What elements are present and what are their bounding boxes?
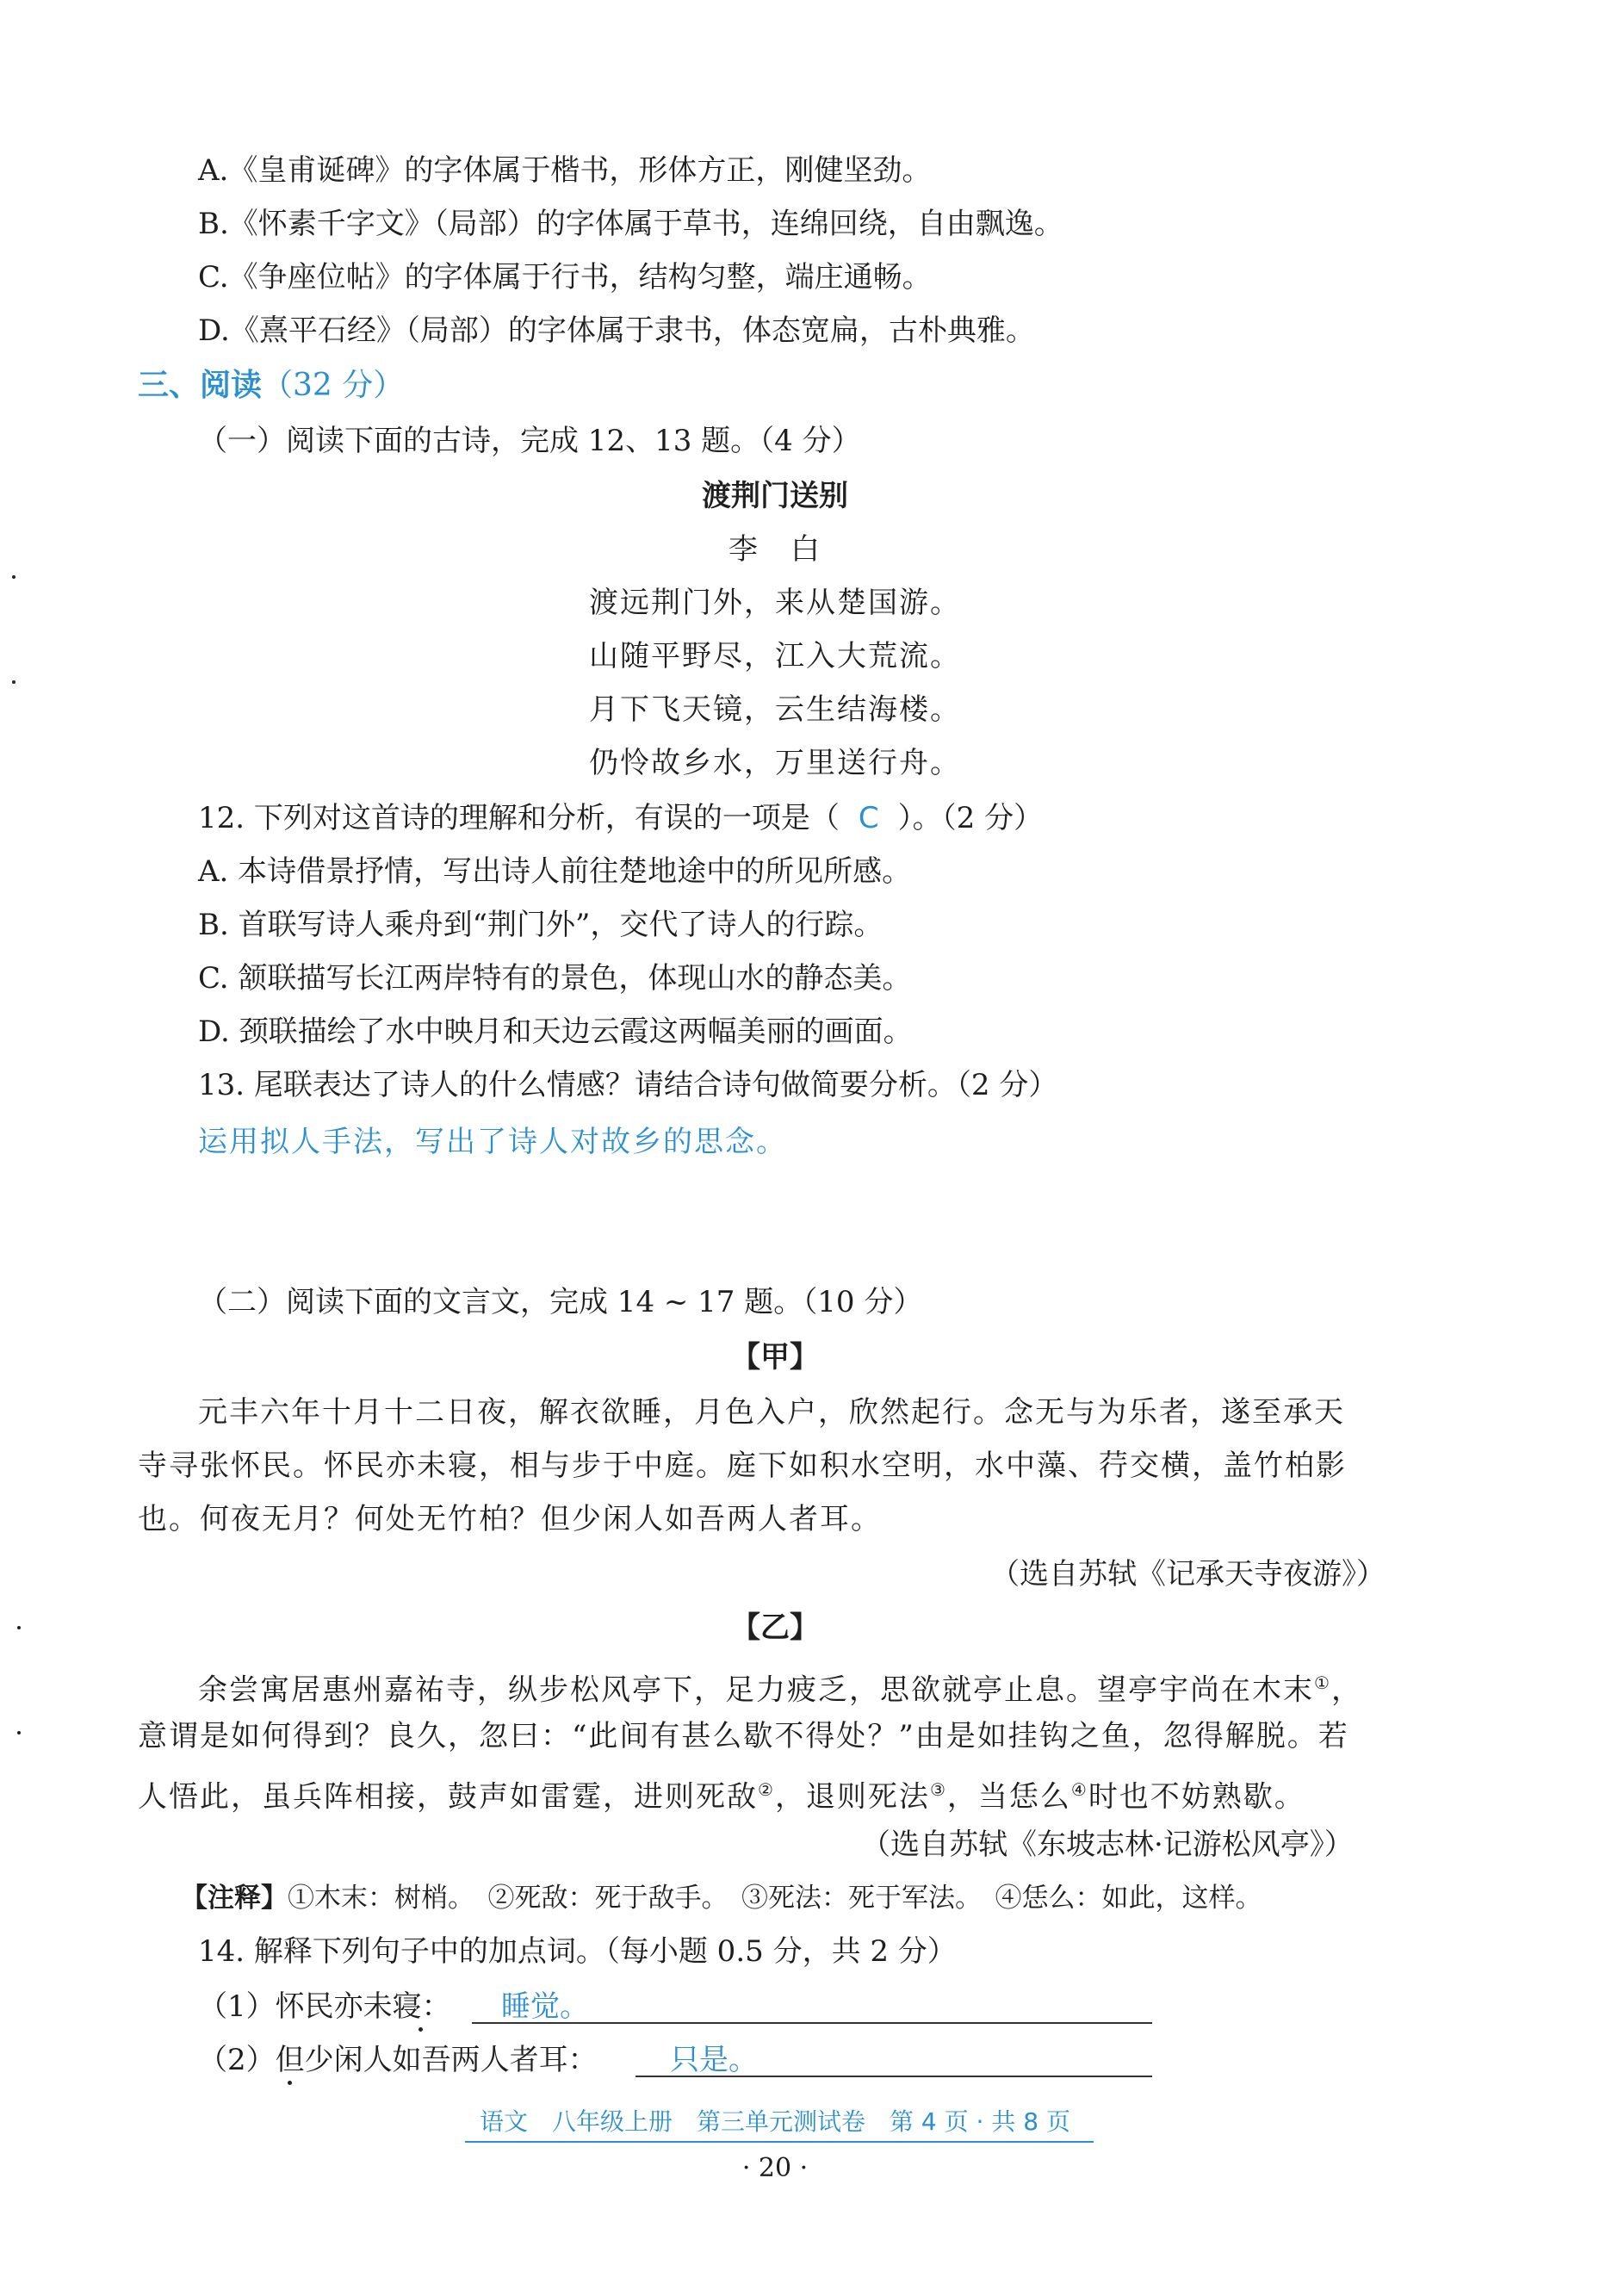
footer-reference: 语文 八年级上册 第三单元测试卷 第 4 页 · 共 8 页: [480, 2107, 1070, 2136]
option-c: C.《争座位帖》的字体属于行书，结构匀整，端庄通畅。: [198, 260, 932, 295]
jia-text-line: 也。何夜无月？何处无竹柏？但少闲人如吾两人者耳。: [138, 1502, 882, 1536]
poem-author: 李 白: [728, 532, 822, 567]
yi-text-line: [198, 1662, 1362, 1710]
footnote-marker: ③: [929, 1779, 947, 1800]
footnote-marker: ②: [758, 1779, 775, 1800]
jia-source: （选自苏轼《记承天寺夜游》）: [990, 1557, 1386, 1592]
footer-underline: [465, 2141, 1094, 2143]
poem-line: 山随平野尽，江入大荒流。: [589, 639, 961, 673]
emphasis-dot: [418, 2027, 423, 2032]
yi-source: （选自苏轼《东坡志林·记游松风亭》）: [861, 1827, 1354, 1862]
margin-speck: [12, 575, 16, 579]
yi-text-line: 意谓是如何得到？良久，忽曰：“此间有甚么歇不得处？”由是如挂钩之鱼，忽得解脱。若: [138, 1719, 1349, 1753]
part2-intro: （二）阅读下面的文言文，完成 14 ~ 17 题。（10 分）: [198, 1285, 923, 1319]
section-points: （32 分）: [262, 368, 405, 403]
q12-stem: 12. 下列对这首诗的理解和分析，有误的一项是（: [198, 801, 840, 835]
yi-title: 【乙】: [731, 1610, 819, 1645]
margin-speck: [12, 680, 16, 684]
yi-line3-b: ，退则死法: [774, 1779, 930, 1815]
annotation-text: ①木末：树梢。 ②死敌：死于敌手。 ③死法：死于军法。 ④恁么：如此，这样。: [288, 1883, 1262, 1914]
q14-item-2-answer: 只是。: [670, 2043, 758, 2077]
poem-line: 月下飞天镜，云生结海楼。: [589, 692, 961, 727]
q12-option-d: D. 颈联描绘了水中映月和天边云霞这两幅美丽的画面。: [198, 1015, 913, 1049]
yi-line3-c: ，当恁么: [946, 1779, 1071, 1815]
question-14: 14. 解释下列句子中的加点词。（每小题 0.5 分，共 2 分）: [198, 1934, 957, 1969]
section-title: 三、阅读: [138, 368, 263, 403]
poem-line: 仍怜故乡水，万里送行舟。: [589, 746, 961, 780]
yi-text-line: [138, 1769, 1305, 1817]
question-12: [198, 797, 1043, 839]
q14-item-1-label: （1）怀民亦未寝：: [198, 1989, 451, 2024]
margin-speck: [17, 1731, 21, 1734]
option-a: A.《皇甫诞碑》的字体属于楷书，形体方正，刚健坚劲。: [198, 153, 932, 188]
jia-title: 【甲】: [731, 1340, 819, 1374]
page-number: · 20 ·: [741, 2153, 809, 2183]
q12-option-b: B. 首联写诗人乘舟到“荆门外”，交代了诗人的行踪。: [198, 908, 884, 942]
yi-line1-end: ，: [1330, 1672, 1362, 1708]
section-heading: [138, 365, 404, 406]
yi-line1-text: 余尝寓居惠州嘉祐寺，纵步松风亭下，足力疲乏，思欲就亭止息。望亭宇尚在木末: [198, 1672, 1314, 1708]
footnote-marker: ①: [1314, 1672, 1331, 1693]
q14-item-1-answer: 睡觉。: [501, 1989, 589, 2024]
margin-speck: [17, 1626, 21, 1629]
part1-intro: （一）阅读下面的古诗，完成 12、13 题。（4 分）: [198, 424, 861, 458]
footnote-marker: ④: [1070, 1779, 1088, 1800]
q12-option-a: A. 本诗借景抒情，写出诗人前往楚地途中的所见所感。: [198, 854, 912, 889]
q12-answer: C: [858, 801, 879, 835]
yi-line3-a: 人悟此，虽兵阵相接，鼓声如雷霆，进则死敌: [138, 1779, 758, 1815]
q12-suffix: ）。（2 分）: [897, 801, 1044, 835]
question-13: 13. 尾联表达了诗人的什么情感？请结合诗句做简要分析。（2 分）: [198, 1068, 1058, 1102]
q12-option-c: C. 颔联描写长江两岸特有的景色，体现山水的静态美。: [198, 961, 912, 996]
q14-item-2-label: （2）但少闲人如吾两人者耳：: [198, 2043, 598, 2077]
option-d: D.《熹平石经》（局部）的字体属于隶书，体态宽扁，古朴典雅。: [198, 313, 1035, 348]
yi-line3-d: 时也不妨熟歇。: [1088, 1779, 1305, 1815]
jia-text-line: 元丰六年十月十二日夜，解衣欲睡，月色入户，欣然起行。念无与为乐者，遂至承天: [198, 1395, 1345, 1430]
annotation: [181, 1877, 1262, 1919]
option-b: B.《怀素千字文》（局部）的字体属于草书，连绵回绕，自由飘逸。: [198, 207, 1063, 241]
annotation-tag: 【注释】: [181, 1883, 288, 1914]
emphasis-dot: [288, 2081, 292, 2085]
poem-title: 渡荆门送别: [702, 479, 848, 513]
q13-answer: 运用拟人手法，写出了诗人对故乡的思念。: [198, 1125, 787, 1159]
jia-text-line: 寺寻张怀民。怀民亦未寝，相与步于中庭。庭下如积水空明，水中藻、荇交横，盖竹柏影: [138, 1449, 1347, 1483]
poem-line: 渡远荆门外，来从楚国游。: [589, 586, 961, 620]
